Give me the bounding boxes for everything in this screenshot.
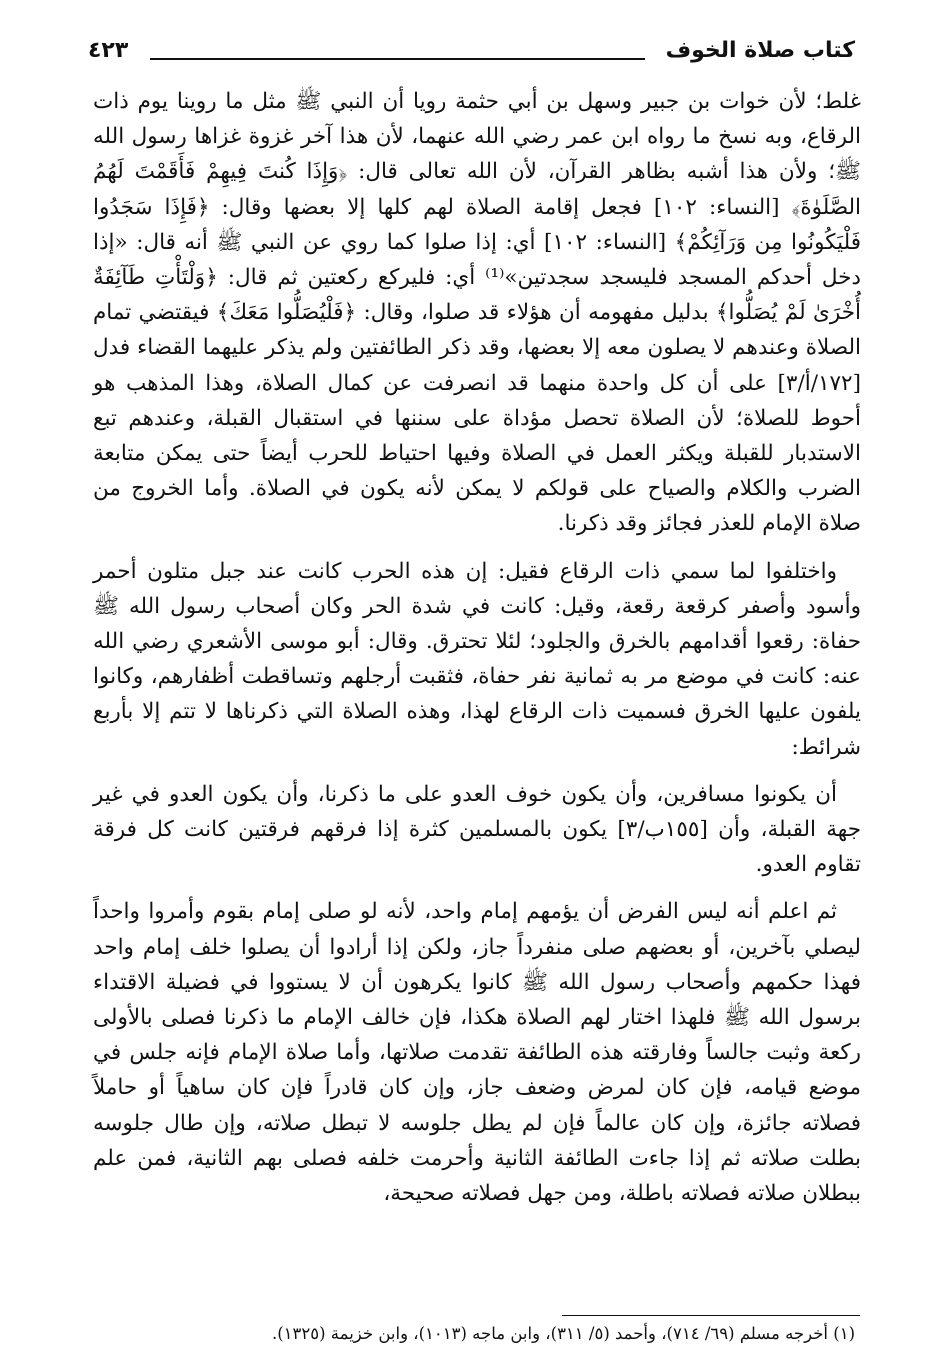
footnote: (١) أخرجه مسلم (٦٩/ ٧١٤)، وأحمد (٥/ ٣١١)، وابن ماجه (١٠١٣)، وابن خزيمة (١٣٢٥). [271,1324,855,1343]
page-number: ٤٢٣ [88,38,129,63]
header-rule [150,58,645,60]
paragraph: أن يكونوا مسافرين، وأن يكون خوف العدو على ما ذكرنا، وأن يكون العدو في غير جهة القبلة، وأن [١٥٥ب/٣] يكون بالمسلمين كثرة إذا فرقهم فرقتين كانت كل فرقة تقاوم العدو. [93,781,861,878]
paragraph: ثم اعلم أنه ليس الفرض أن يؤمهم إمام واحد، لأنه لو صلى إمام بقوم وأمروا واحداً ليصلي بآخرين، أو بعضهم صلى منفرداً جاز، ولكن إذا أرادوا أن يصلوا خلف إمام واحد فهذا حكمهم وأصحاب رسول الله ﷺ كانوا يكرهون أن لا يستووا في فضيلة الاقتداء برسول الله ﷺ فلهذا اختار لهم الصلاة هكذا، فإن خالف الإمام ما ذكرنا فصلى بالأولى ركعة وثبت جالساً وفارقته هذه الطائفة تقدمت صلاتها، وأما صلاة الإمام فإنه جلس في موضع قيامه، فإن كان لمرض وضعف جاز، وإن كان قادراً فإن كان ساهياً أو حاملاً فصلاته جائزة، وإن كان عالماً فإن لم يطل جلوسه لا تبطل صلاته، وإن طال جلوسه بطلت صلاته ثم إذا جاءت الطائفة الثانية وأحرمت خلفه فصلى بهم الثانية، فمن علم ببطلان صلاته فصلاته باطلة، ومن جهل فصلاته صحيحة، [93,899,861,1207]
paragraph: واختلفوا لما سمي ذات الرقاع فقيل: إن هذه الحرب كانت عند جبل متلون أحمر وأسود وأصفر كرقعة رقعة، وقيل: كانت في شدة الحر وكان أصحاب رسول الله ﷺ حفاة: رقعوا أقدامهم بالخرق والجلود؛ لئلا تحترق. وقال: أبو موسى الأشعري رضي الله عنه: كانت في موضع مر به ثمانية نفر حفاة، فثقبت أرجلهم وتساقطت أظفارهم، وكانوا يلفون عليها الخرق فسميت ذات الرقاع لهذا، وهذه الصلاة التي ذكرناها لا تتم إلا بأربع شرائط: [93,558,861,760]
footnote-separator [562,1315,860,1316]
paragraph: غلط؛ لأن خوات بن جبير وسهل بن أبي حثمة رويا أن النبي ﷺ مثل ما روينا يوم ذات الرقاع، وبه نسخ ما رواه ابن عمر رضي الله عنهما، لأن هذا آخر غزوة غزاها رسول الله ﷺ؛ ولأن هذا أشبه بظاهر القرآن، لأن الله تعالى قال: ﴿وَإِذَا كُنتَ فِيهِمْ فَأَقَمْتَ لَهُمُ الصَّلَوٰةَ﴾ [النساء: ١٠٢] فجعل إقامة الصلاة لهم كلها إلا بعضها وقال: ﴿فَإِذَا سَجَدُوا فَلْيَكُونُوا مِن وَرَآئِكُمْ﴾ [النساء: ١٠٢] أي: إذا صلوا كما روي عن النبي ﷺ أنه قال: «إذا دخل أحدكم المسجد فليسجد سجدتين»⁽¹⁾ أي: فليركع ركعتين ثم قال: ﴿وَلْتَأْتِ طَآئِفَةٌ أُخْرَىٰ لَمْ يُصَلُّوا﴾ بدليل مفهومه أن هؤلاء قد صلوا، وقال: ﴿فَلْيُصَلُّوا مَعَكَ﴾ فيقتضي تمام الصلاة وعندهم لا يصلون معه إلا بعضها، وقد ذكر الطائفتين ولم يذكر عليهما القضاء فدل [١٧٢/أ/٣] على أن كل واحدة منهما قد انصرفت عن كمال الصلاة، وهذا المذهب هو أحوط للصلاة؛ لأن الصلاة تحصل مؤداة على سننها في استقبال القبلة، وعندهم تبع الاستدبار للقبلة ويكثر العمل في الصلاة وفيها احتياط للحرب أيضاً حتى يمكن متابعة الضرب والكلام والصياح على قولكم لا يمكن لأنه يكون في الصلاة. وأما الخروج من صلاة الإمام للعذر فجائز وقد ذكرنا. [93,89,861,537]
page-header [88,34,855,74]
main-text [93,84,861,1223]
running-title: كتاب صلاة الخوف [665,38,855,63]
